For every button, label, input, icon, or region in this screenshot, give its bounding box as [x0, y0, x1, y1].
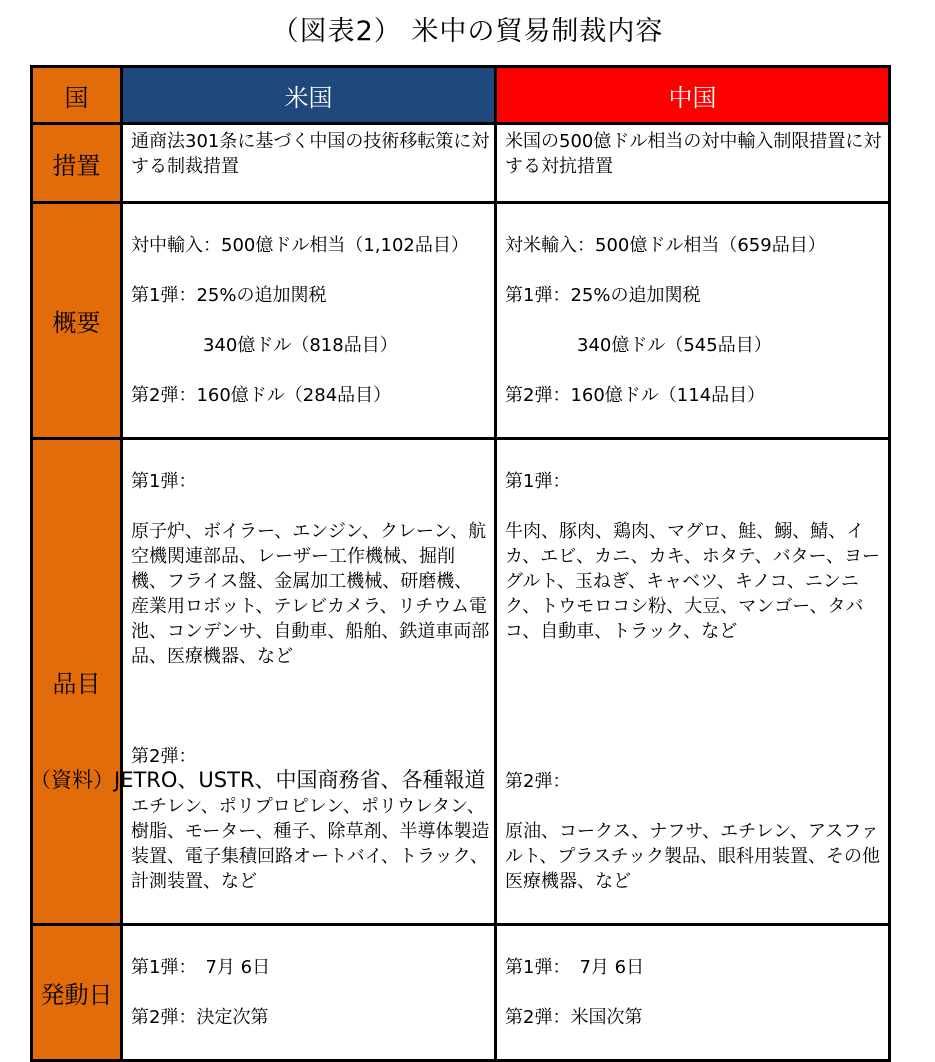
source-note: （資料）JETRO、USTR、中国商務省、各種報道: [30, 768, 486, 792]
cn-summary-line: 340億ドル（545品目）: [577, 335, 772, 356]
cn-items-second-heading: 第2弾：: [505, 771, 571, 792]
corner-header: 国: [32, 67, 122, 124]
cn-measure-cell: 米国の500億ドル相当の対中輸入制限措置に対する対抗措置: [496, 124, 890, 203]
us-items-second-list: エチレン、ポリプロピレン、ポリウレタン、樹脂、モーター、種子、除草剤、半導体製造装置、電子集積回路オートバイ、トラック、計測装置、など: [131, 796, 490, 892]
cn-date-cell: [496, 925, 890, 1061]
row-label-effective-date: 発動日: [32, 925, 122, 1061]
us-summary-line: 第1弾：25%の追加関税: [131, 285, 327, 306]
cn-items-first-heading: 第1弾：: [505, 471, 571, 492]
us-summary-cell: [122, 203, 496, 439]
cn-summary-cell: [496, 203, 890, 439]
page-title: （図表2） 米中の貿易制裁内容: [271, 16, 664, 47]
us-date-line: 第2弾：決定次第: [131, 1007, 269, 1028]
us-items-cell: [122, 439, 496, 925]
sanctions-table: [30, 65, 891, 1062]
cn-items-cell: [496, 439, 890, 925]
row-label-items: 品目: [32, 439, 122, 925]
cn-date-line: 第2弾：米国次第: [505, 1007, 643, 1028]
cn-items-first-list: 牛肉、豚肉、鶏肉、マグロ、鮭、鰯、鯖、イカ、エビ、カニ、カキ、ホタテ、バター、ヨーグルト、玉ねぎ、キャベツ、キノコ、ニンニク、トウモロコシ粉、大豆、マンゴー、タバコ、自動車、トラック、など: [505, 521, 880, 642]
cn-items-second-list: 原油、コークス、ナフサ、エチレン、アスファルト、プラスチック製品、眼科用装置、その他医療機器、など: [505, 821, 880, 892]
us-column-header: 米国: [122, 67, 496, 124]
us-date-cell: [122, 925, 496, 1061]
us-items-second-heading: 第2弾：: [131, 746, 197, 767]
cn-column-header: 中国: [496, 67, 890, 124]
row-label-measure: 措置: [32, 124, 122, 203]
us-summary-line: 第2弾：160億ドル（284品目）: [131, 385, 392, 406]
us-items-first-list: 原子炉、ボイラー、エンジン、クレーン、航空機関連部品、レーザー工作機械、掘削機、フライス盤、金属加工機械、研磨機、産業用ロボット、テレビカメラ、リチウム電池、コンデンサ、自動車、船舶、鉄道車両部品、医療機器、など: [131, 521, 490, 667]
us-items-first-heading: 第1弾：: [131, 471, 197, 492]
us-measure-cell: 通商法301条に基づく中国の技術移転策に対する制裁措置: [122, 124, 496, 203]
cn-summary-line: 第1弾：25%の追加関税: [505, 285, 701, 306]
us-date-line: 第1弾： 7月 6日: [131, 957, 271, 978]
row-label-summary: 概要: [32, 203, 122, 439]
cn-date-line: 第1弾： 7月 6日: [505, 957, 645, 978]
cn-summary-line: 対米輸入：500億ドル相当（659品目）: [505, 235, 826, 256]
cn-summary-line: 第2弾：160億ドル（114品目）: [505, 385, 766, 406]
us-summary-line: 対中輸入：500億ドル相当（1,102品目）: [131, 235, 469, 256]
us-summary-line: 340億ドル（818品目）: [203, 335, 398, 356]
